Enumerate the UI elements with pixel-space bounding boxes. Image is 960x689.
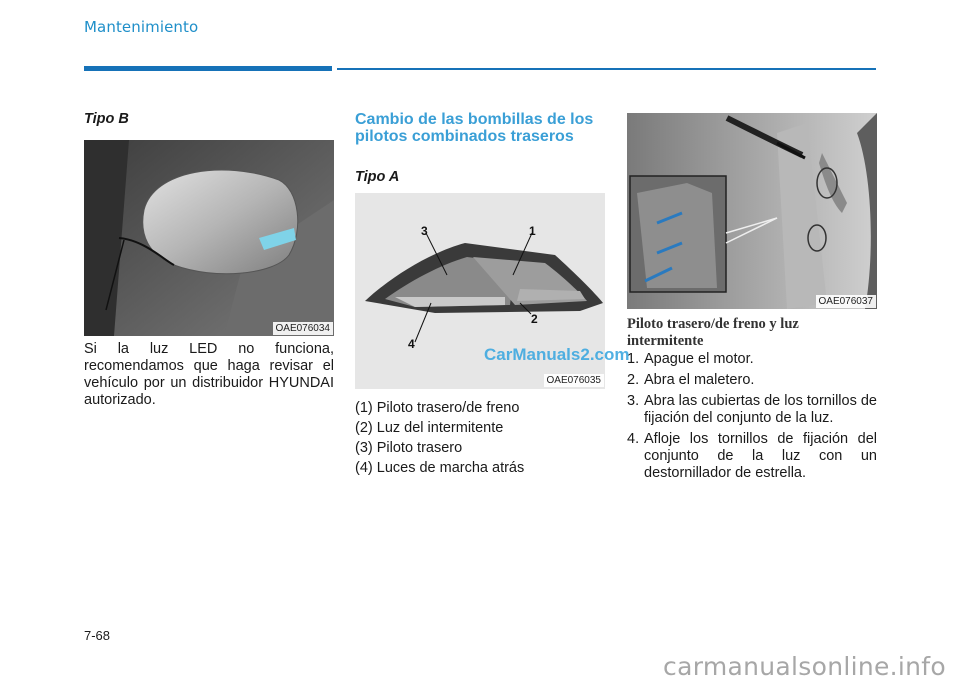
list-item: (1) Piloto trasero/de freno [355,400,520,416]
trunk-screws-illustration [627,113,877,309]
side-mirror-illustration [84,140,334,336]
figure-code: OAE076037 [816,295,877,308]
callout-2: 2 [531,312,538,326]
header-rule-thick [84,66,332,71]
callout-4: 4 [408,337,415,351]
callout-1: 1 [529,224,536,238]
watermark-carmanualsonline: carmanualsonline.info [663,652,946,681]
trunk-figure [627,113,877,309]
tipo-b-heading: Tipo B [84,111,129,127]
mirror-figure [84,140,334,336]
header-rule-thin [337,68,876,70]
steps-list [627,351,877,486]
list-item: 4. Afloje los tornillos de fijación del conjunto de la luz con un destornillador de estrella. [627,431,877,481]
callout-3: 3 [421,224,428,238]
list-item: 3. Abra las cubiertas de los tornillos de fijación del conjunto de la luz. [627,393,877,426]
list-item: 1. Apague el motor. [627,351,754,367]
taillight-parts-list [355,400,605,480]
watermark-carmanuals2: CarManuals2.com [484,345,630,364]
figure-code: OAE076035 [544,374,605,387]
list-item: 2. Abra el maletero. [627,372,755,388]
led-paragraph: Si la luz LED no funciona, recomendamos que haga revisar el vehículo por un distribuidor HYUNDAI autorizado. [84,341,334,408]
list-item: (4) Luces de marcha atrás [355,460,525,476]
list-item: (2) Luz del intermitente [355,420,504,436]
tipo-a-heading: Tipo A [355,169,400,185]
section-header-title: Mantenimiento [84,18,199,36]
figure-code: OAE076034 [273,322,334,335]
piloto-subheading: Piloto trasero/de freno y luz intermitente [627,316,799,349]
page-number: 7-68 [84,628,111,643]
section-title: Cambio de las bombillas de los pilotos combinados traseros [355,111,594,145]
list-item: (3) Piloto trasero [355,440,463,456]
